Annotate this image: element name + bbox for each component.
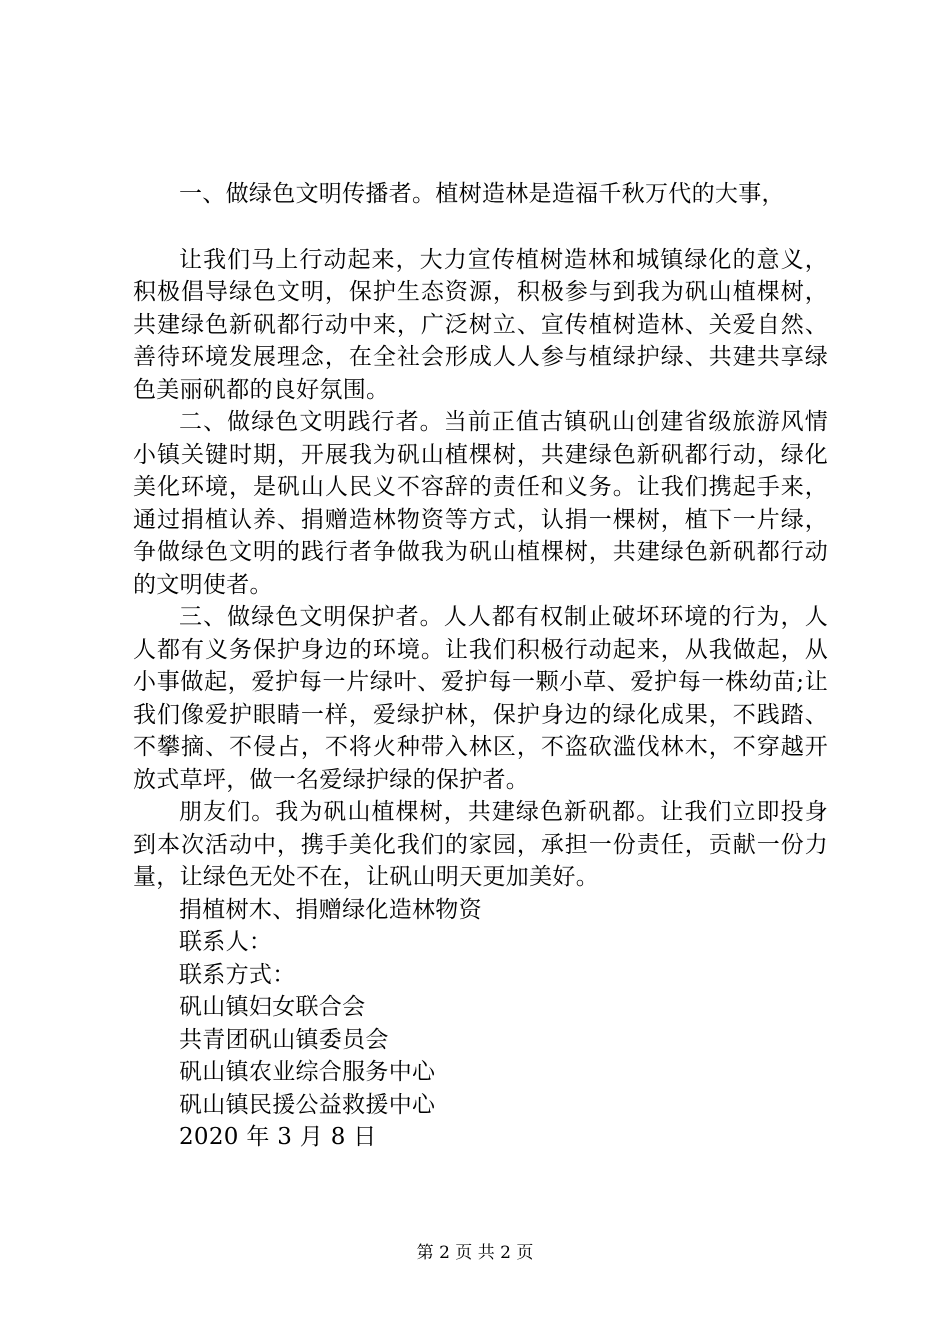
document-body [133, 178, 828, 1154]
page-footer: 第 2 页 共 2 页 [416, 1243, 534, 1263]
paragraph-intro: 一、做绿色文明传播者。植树造林是造福千秋万代的大事， [179, 181, 785, 207]
org-youth-league: 共青团矾山镇委员会 [179, 1026, 389, 1053]
paragraph-practice: 二、做绿色文明践行者。当前正值古镇矾山创建省级旅游风情小镇关键时期，开展我为矾山植棵树，共建绿色新矾都行动，绿化美化环境，是矾山人民义不容辞的责任和义务。让我们携起手来，通过捐植认养、捐赠造林物资等方式，认捐一棵树，植下一片绿，争做绿色文明的践行者争做我为矾山植棵树，共建绿色新矾都行动的文明使者。 [133, 409, 828, 598]
contact-person-line: 联系人： [179, 929, 273, 955]
org-agri-service-center: 矾山镇农业综合服务中心 [179, 1059, 436, 1085]
org-rescue-center: 矾山镇民援公益救援中心 [179, 1091, 436, 1118]
org-womens-federation: 矾山镇妇女联合会 [179, 994, 366, 1020]
paragraph-action: 让我们马上行动起来，大力宣传植树造林和城镇绿化的意义，积极倡导绿色文明，保护生态资源，积极参与到我为矾山植棵树，共建绿色新矾都行动中来，广泛树立、宣传植树造林、关爱自然、善待环境发展理念，在全社会形成人人参与植绿护绿、共建共享绿色美丽矾都的良好氛围。 [133, 246, 828, 403]
donation-line: 捐植树木、捐赠绿化造林物资 [179, 896, 482, 923]
paragraph-protect: 三、做绿色文明保护者。人人都有权制止破坏环境的行为，人人都有义务保护身边的环境。让我们积极行动起来，从我做起，从小事做起，爱护每一片绿叶、爱护每一颗小草、爱护每一株幼苗;让我们像爱护眼睛一样，爱绿护林，保护身边的绿化成果，不践踏、不攀摘、不侵占，不将火种带入林区，不盗砍滥伐林木，不穿越开放式草坪，做一名爱绿护绿的保护者。 [133, 604, 828, 793]
contact-method-line: 联系方式： [179, 961, 296, 988]
signature-block [133, 894, 828, 1154]
paragraph-friends: 朋友们。我为矾山植棵树，共建绿色新矾都。让我们立即投身到本次活动中，携手美化我们的家园，承担一份责任，贡献一份力量，让绿色无处不在，让矾山明天更加美好。 [133, 799, 828, 890]
document-date: 2020 年 3 月 8 日 [179, 1124, 377, 1150]
